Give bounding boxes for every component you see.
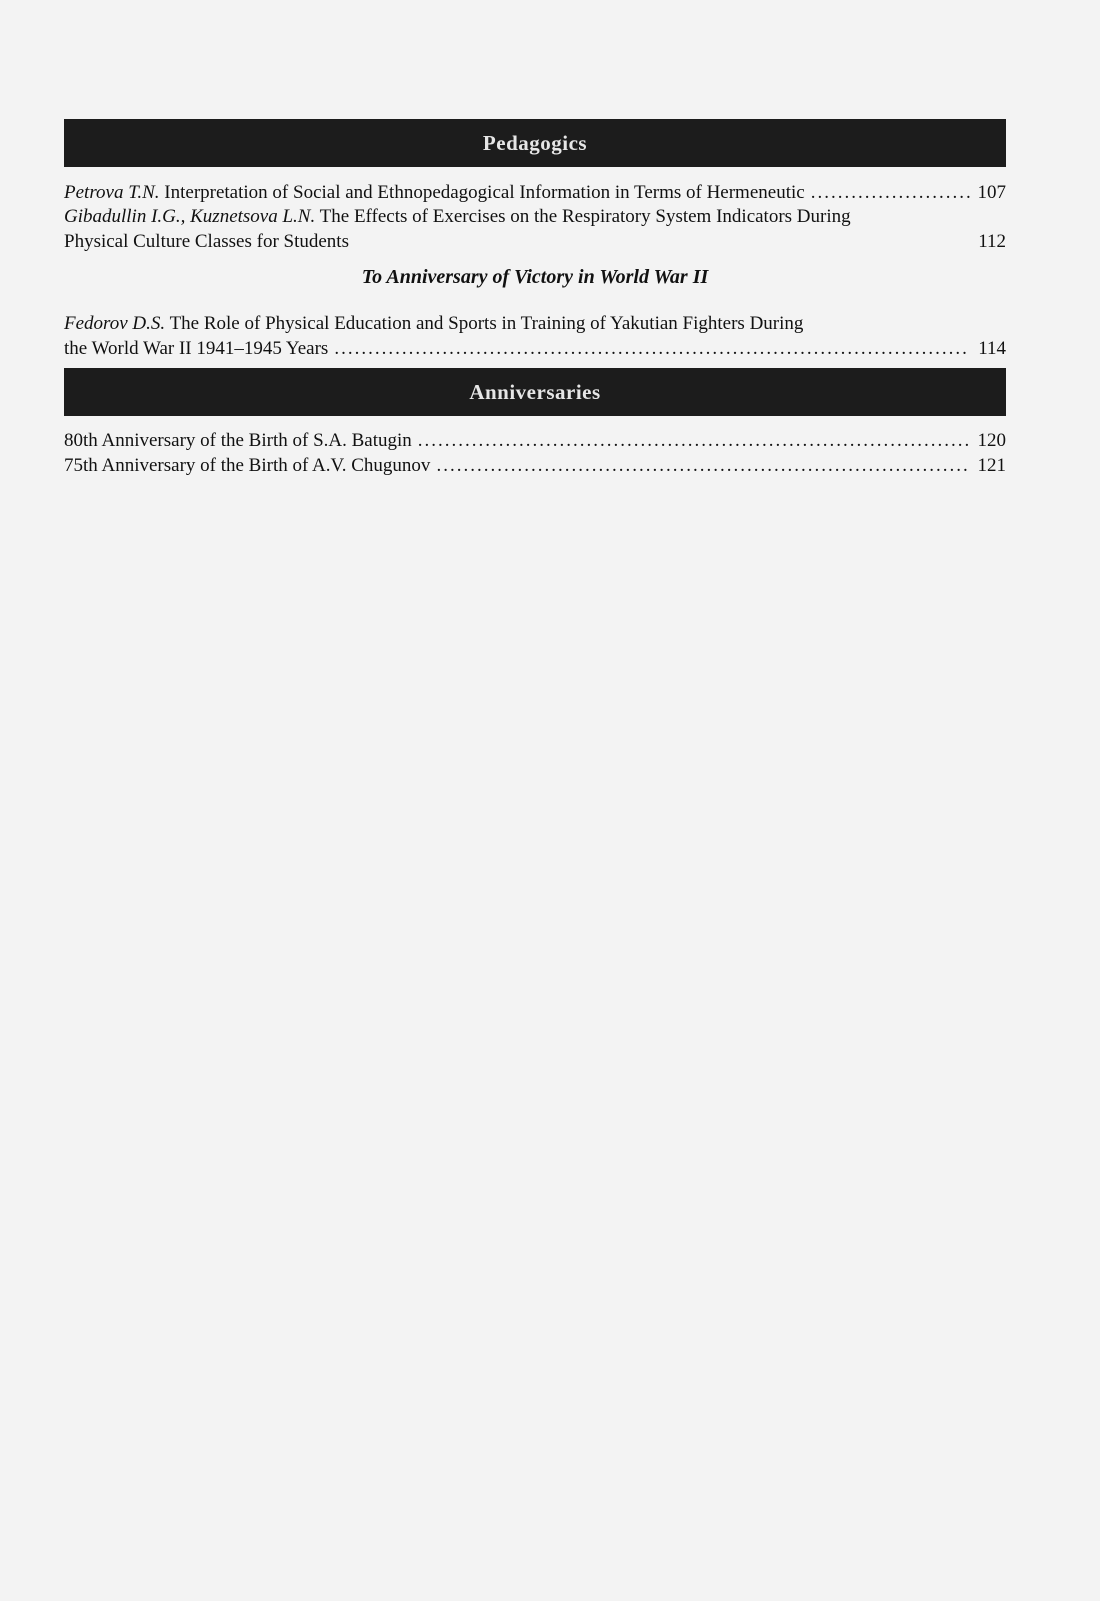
section-header-anniversaries	[64, 368, 1006, 416]
entry-title: Interpretation of Social and Ethnopedagogical Information in Terms of Hermeneutic	[164, 182, 805, 203]
toc-entry	[64, 311, 1006, 361]
dot-leader	[334, 336, 970, 361]
entry-title: 75th Anniversary of the Birth of A.V. Chugunov	[64, 455, 431, 476]
dot-leader	[418, 428, 970, 453]
entry-title-continued: Physical Culture Classes for Students	[64, 231, 349, 252]
toc-entry	[64, 453, 1006, 478]
toc-entry	[64, 428, 1006, 453]
toc-entry	[64, 204, 1006, 254]
section-title: Anniversaries	[469, 379, 601, 404]
entry-author: Gibadullin I.G., Kuznetsova L.N.	[64, 206, 316, 227]
section-title-victory: To Anniversary of Victory in World War II	[361, 266, 709, 288]
section-header-pedagogics	[64, 119, 1006, 167]
entry-page: 107	[977, 182, 1006, 203]
entry-title: The Effects of Exercises on the Respiratory System Indicators During	[319, 206, 851, 227]
dot-leader	[436, 453, 970, 478]
entry-page: 121	[977, 455, 1006, 476]
toc-entry	[64, 180, 1006, 205]
section-title: Pedagogics	[482, 130, 588, 155]
entry-page: 112	[978, 231, 1006, 252]
entry-page: 120	[977, 430, 1006, 451]
entry-title: 80th Anniversary of the Birth of S.A. Batugin	[64, 430, 412, 451]
entry-page: 114	[978, 338, 1006, 359]
entry-author: Petrova T.N.	[64, 182, 160, 203]
entry-title: The Role of Physical Education and Sports in Training of Yakutian Fighters During	[169, 313, 804, 334]
dot-leader	[811, 180, 970, 205]
entry-title-continued: the World War II 1941–1945 Years	[64, 338, 329, 359]
entry-author: Fedorov D.S.	[64, 313, 166, 334]
